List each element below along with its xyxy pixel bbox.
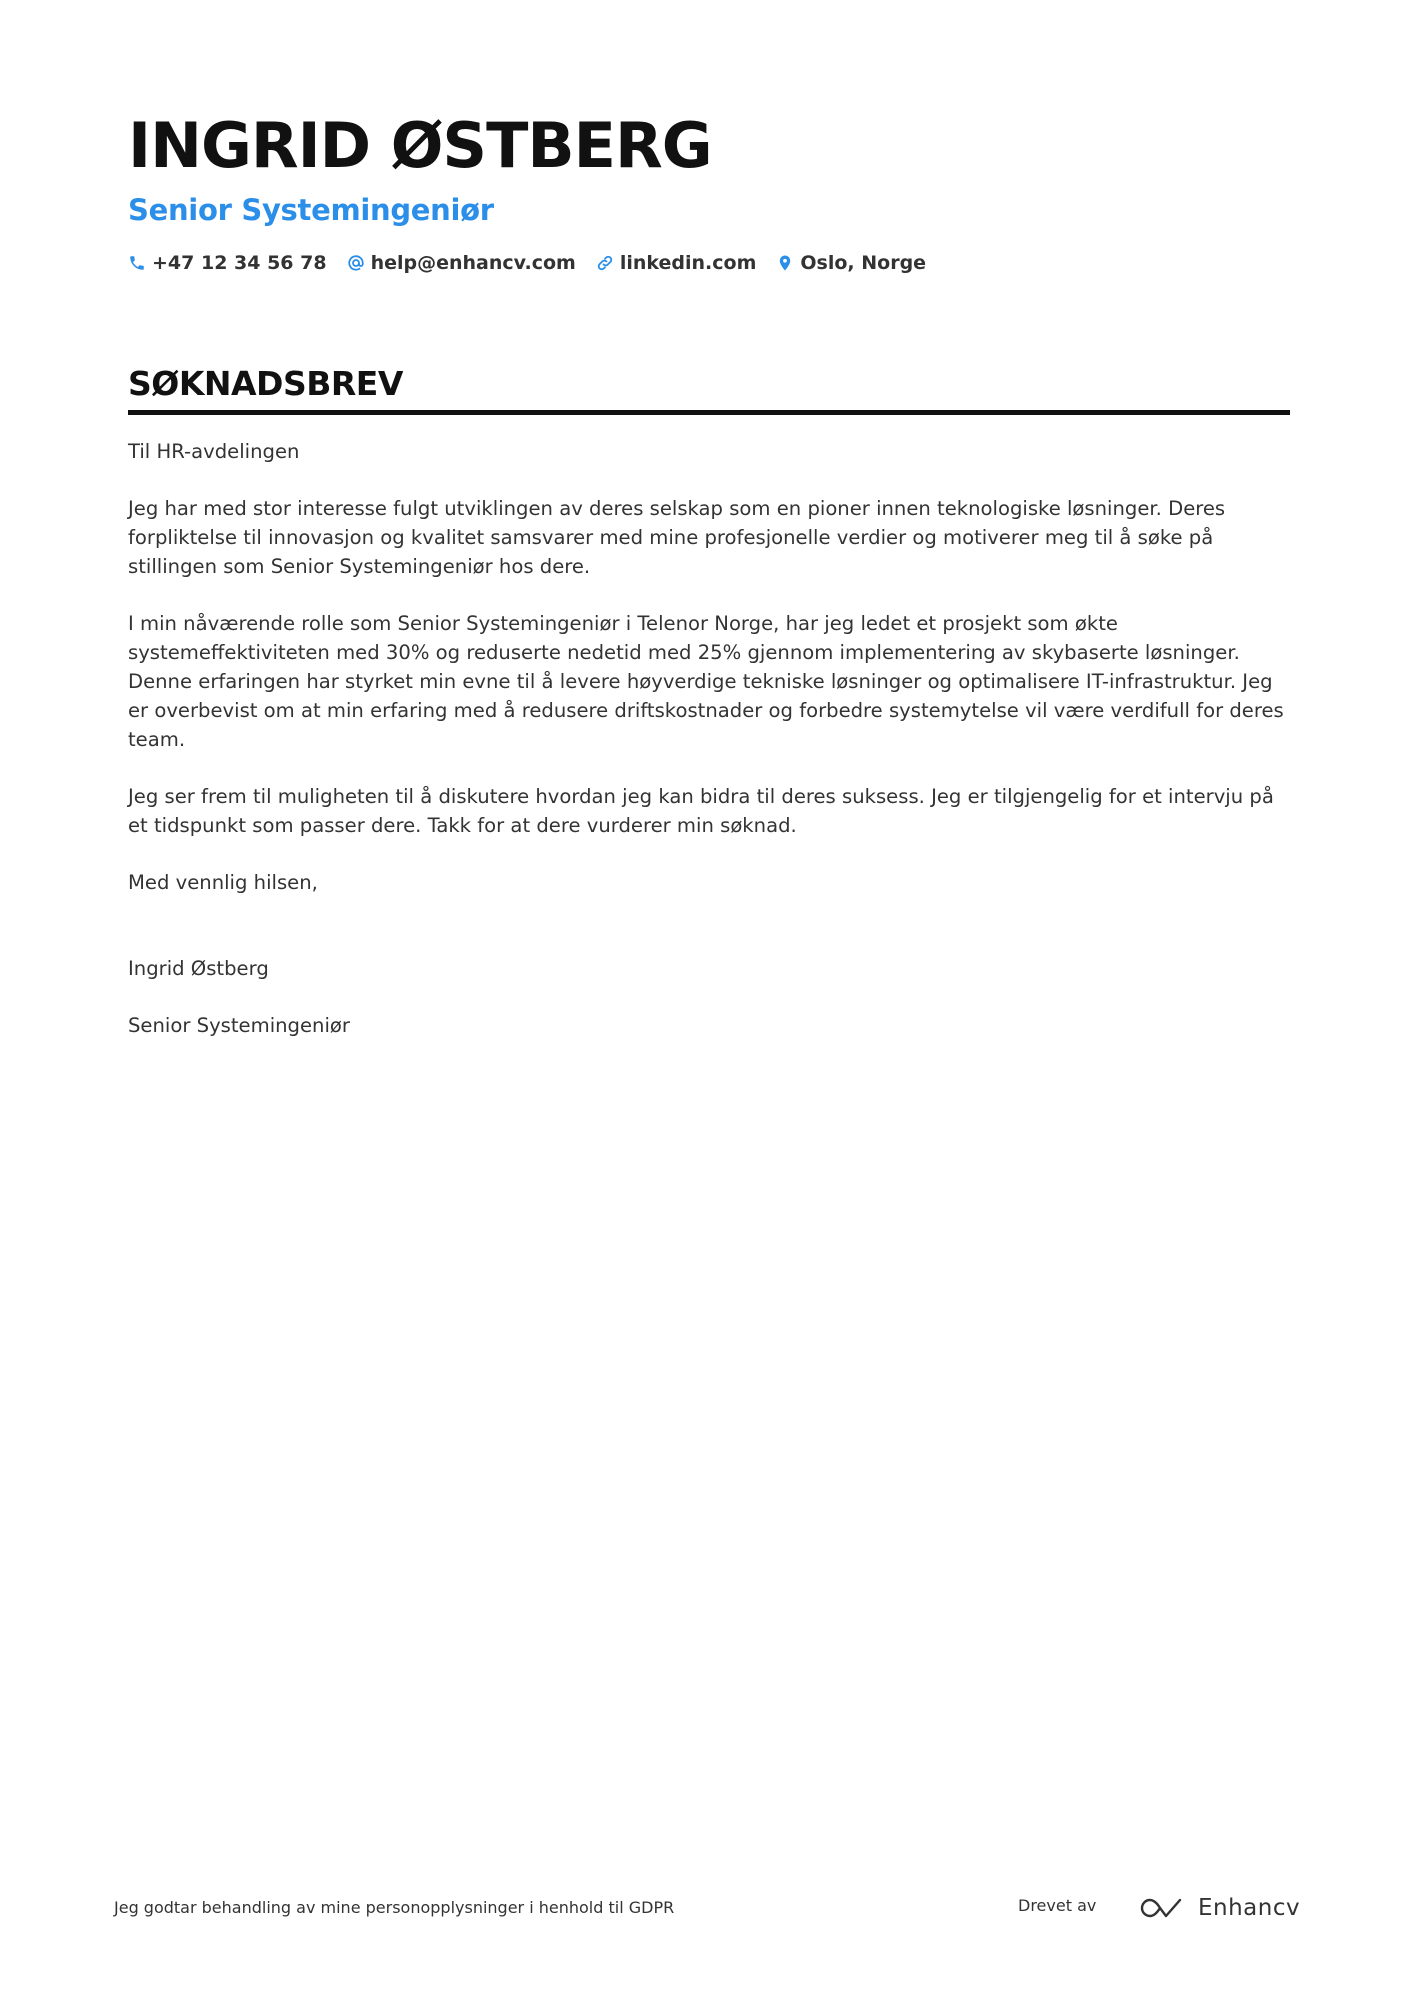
contact-phone[interactable] (128, 252, 327, 274)
brand-name: Enhancv (1198, 1895, 1301, 1921)
letter-body (128, 437, 1290, 1040)
powered-by-label: Drevet av (1018, 1896, 1097, 1915)
email-text: help@enhancv.com (370, 252, 576, 274)
cover-letter-section (128, 362, 1290, 1068)
contact-bar (128, 252, 1288, 274)
phone-icon (128, 254, 146, 272)
contact-location (776, 252, 926, 274)
phone-text: +47 12 34 56 78 (152, 252, 327, 274)
closing-phrase: Med vennlig hilsen, (128, 871, 318, 894)
contact-email[interactable] (347, 252, 576, 274)
paragraph-intro: Jeg har med stor interesse fulgt utviklingen av deres selskap som en pioner innen teknologiske løsninger. Deres forpliktelse til innovasjon og kvalitet samsvarer med mine profesjonelle verdier og motiverer meg til å søke på stillingen som Senior Systemingeniør hos dere. (128, 497, 1226, 578)
section-divider (128, 410, 1290, 415)
signature-title: Senior Systemingeniør (128, 1014, 350, 1037)
section-title: SØKNADSBREV (128, 364, 403, 403)
paragraph-experience: I min nåværende rolle som Senior Systemingeniør i Telenor Norge, har jeg ledet et prosjekt som økte systemeffektiviteten med 30% og reduserte nedetid med 25% gjennom implementering av skybaserte løsninger. Denne erfaringen har styrket min evne til å levere høyverdige tekniske løsninger og optimalisere IT-infrastruktur. Jeg er overbevist om at min erfaring med å redusere driftskostnader og forbedre systemytelse vil være verdifull for deres team. (128, 612, 1284, 751)
applicant-role: Senior Systemingeniør (128, 193, 494, 227)
enhancv-logo[interactable] (1138, 1888, 1300, 1928)
salutation: Til HR-avdelingen (128, 440, 300, 463)
signature-name: Ingrid Østberg (128, 957, 269, 980)
link-icon (596, 254, 614, 272)
gdpr-consent-text: Jeg godtar behandling av mine personopplysninger i henhold til GDPR (114, 1898, 675, 1917)
link-text: linkedin.com (619, 252, 757, 274)
paragraph-closing: Jeg ser frem til muligheten til å diskutere hvordan jeg kan bidra til deres suksess. Jeg er tilgjengelig for et intervju på et tidspunkt som passer dere. Takk for at dere vurderer min søknad. (128, 785, 1274, 837)
at-icon (347, 254, 365, 272)
enhancv-logo-icon (1138, 1894, 1186, 1922)
header (128, 108, 1288, 274)
contact-link[interactable] (596, 252, 757, 274)
footer (0, 1888, 1410, 1928)
applicant-name: INGRID ØSTBERG (128, 109, 712, 182)
location-pin-icon (776, 254, 794, 272)
location-text: Oslo, Norge (800, 252, 927, 274)
